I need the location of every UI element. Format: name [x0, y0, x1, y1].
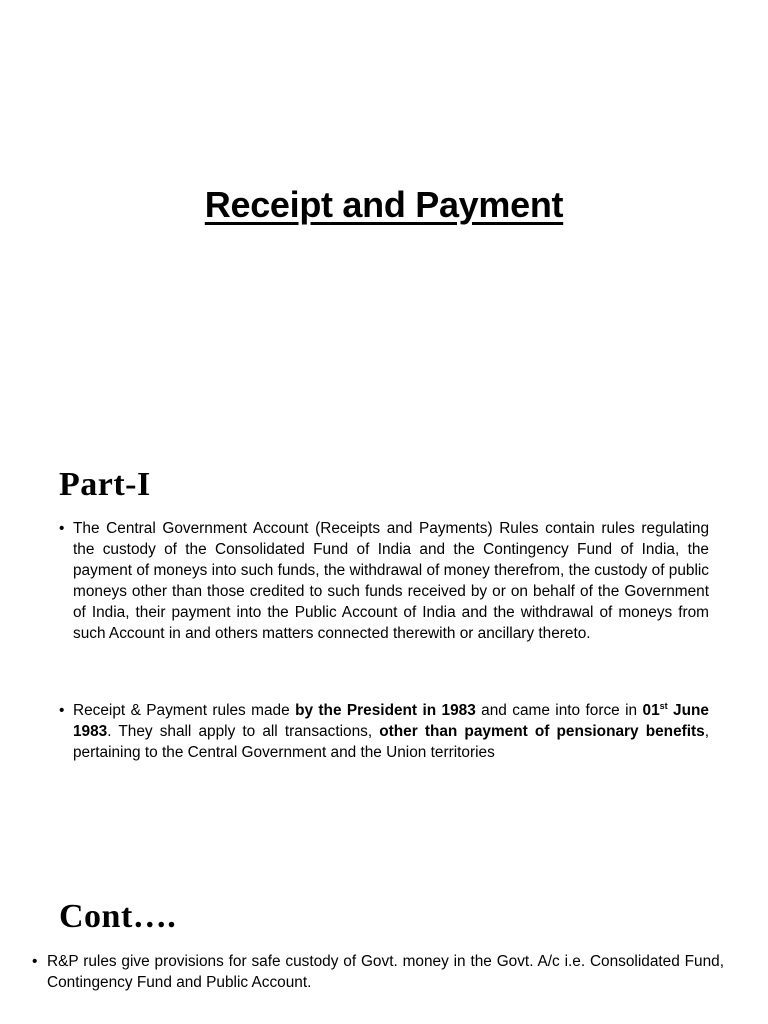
bullet-marker: • [32, 953, 38, 970]
bold-date-month-year: June 1983 [73, 702, 709, 740]
bullet-marker: • [59, 520, 65, 537]
bullet-text-part: . They shall apply to all transactions, [107, 723, 380, 740]
bullet-text-part: Receipt & Payment rules made [73, 702, 296, 719]
bullet-paragraph-safe-custody [32, 951, 724, 993]
bullet-text: R&P rules give provisions for safe custody of Govt. money in the Govt. A/c i.e. Consolidated Fund, Contingency Fund and Public Account. [47, 953, 724, 991]
page-title: Receipt and Payment [204, 184, 564, 225]
bullet-text-part: and came into force in [475, 702, 643, 719]
bold-date-day: 01 [642, 702, 660, 719]
ordinal-superscript: st [659, 700, 668, 711]
section-heading-cont: Cont…. [59, 898, 177, 935]
bullet-text-part: , pertaining to the Central Government and the Union territories [73, 723, 709, 761]
bullet-text: The Central Government Account (Receipts and Payments) Rules contain rules regulating the custody of the Consolidated Fund of India and the Contingency Fund of India, the payment of moneys into such funds, the withdrawal of money therefrom, the custody of public moneys other than those credited to such funds received by or on behalf of the Government of India, their payment into the Public Account of India and the withdrawal of moneys from such Account in and others matters connected therewith or ancillary thereto. [73, 520, 709, 642]
bullet-paragraph-rules-scope [59, 518, 709, 644]
section-heading-part-i: Part-I [59, 466, 151, 503]
bullet-paragraph-rules-origin [59, 700, 709, 763]
bullet-marker: • [59, 702, 65, 719]
bold-text-part: other than payment of pensionary benefits [379, 723, 705, 740]
bold-text-part: by the President in 1983 [295, 702, 476, 719]
